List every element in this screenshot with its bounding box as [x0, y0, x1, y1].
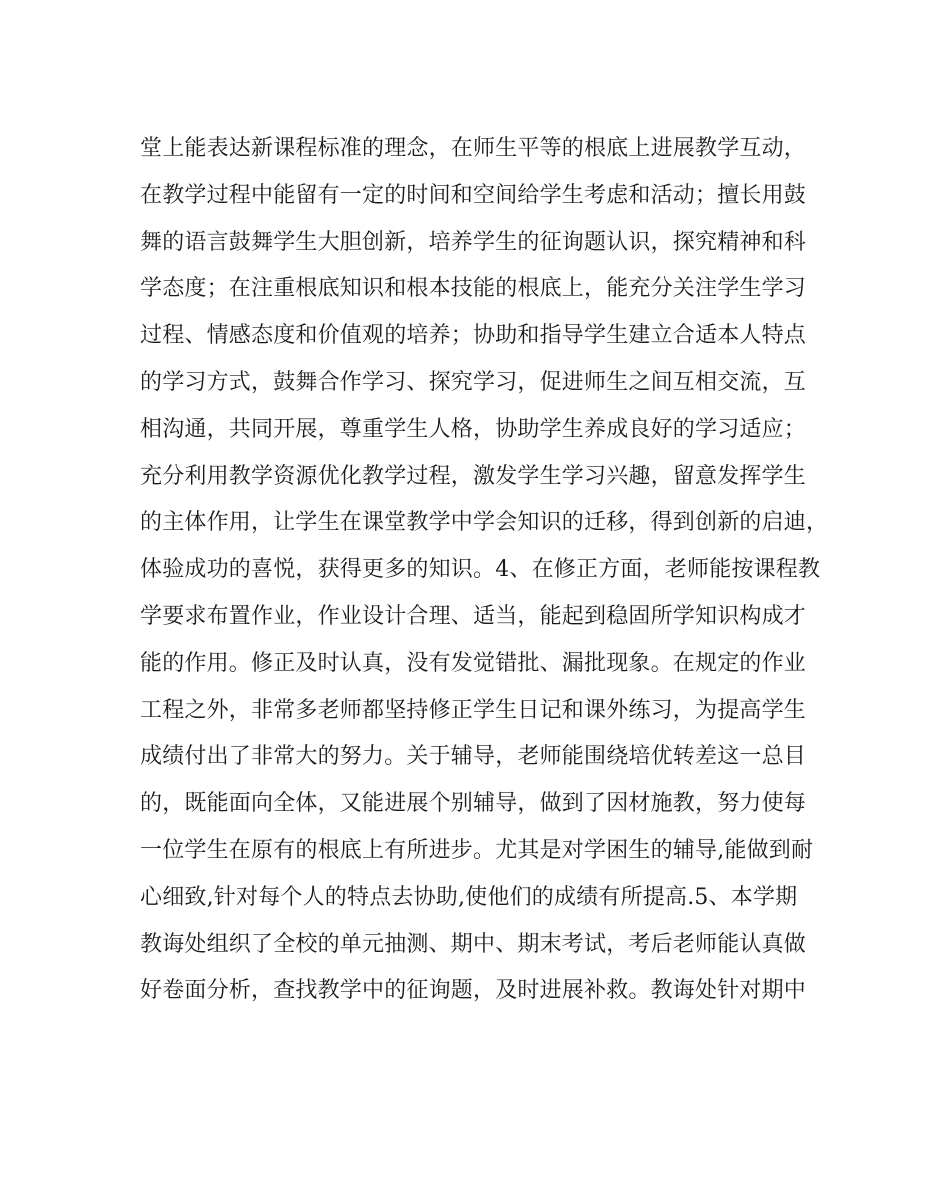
- text-line: 一位学生在原有的根底上有所进步。尤其是对学困生的辅导,能做到耐: [140, 837, 814, 863]
- text-line: 教诲处组织了全校的单元抽测、期中、期末考试，考后老师能认真做: [140, 931, 807, 957]
- text-line: 好卷面分析，查找教学中的征询题，及时进展补救。教诲处针对期中: [140, 978, 807, 1004]
- text-line: 的主体作用，让学生在课堂教学中学会知识的迁移，得到创新的启迪，: [140, 510, 829, 536]
- text-line: 在教学过程中能留有一定的时间和空间给学生考虑和活动；擅长用鼓: [140, 182, 807, 208]
- text-line: 的学习方式，鼓舞合作学习、探究学习，促进师生之间互相交流，互: [140, 369, 807, 395]
- text-line: 心细致,针对每个人的特点去协助,使他们的成绩有所提高.5、本学期: [140, 884, 798, 910]
- text-line: 过程、情感态度和价值观的培养；协助和指导学生建立合适本人特点: [140, 323, 807, 349]
- text-line: 成绩付出了非常大的努力。关于辅导，老师能围绕培优转差这一总目: [140, 744, 807, 770]
- text-line: 工程之外，非常多老师都坚持修正学生日记和课外练习，为提高学生: [140, 697, 807, 723]
- text-line: 体验成功的喜悦，获得更多的知识。4、在修正方面，老师能按课程教: [140, 557, 821, 583]
- text-line: 学要求布置作业，作业设计合理、适当，能起到稳固所学知识构成才: [140, 603, 807, 629]
- text-line: 相沟通，共同开展，尊重学生人格，协助学生养成良好的学习适应；: [140, 416, 807, 442]
- text-line: 能的作用。修正及时认真，没有发觉错批、漏批现象。在规定的作业: [140, 650, 807, 676]
- text-line: 舞的语言鼓舞学生大胆创新，培养学生的征询题认识，探究精神和科: [140, 229, 807, 255]
- body-paragraph: [140, 126, 829, 1015]
- text-line: 堂上能表达新课程标准的理念，在师生平等的根底上进展教学互动，: [140, 136, 807, 161]
- text-line: 的，既能面向全体，又能进展个别辅导，做到了因材施教，努力使每: [140, 791, 807, 817]
- text-line: 充分利用教学资源优化教学过程，激发学生学习兴趣，留意发挥学生: [140, 463, 807, 489]
- text-line: 学态度；在注重根底知识和根本技能的根底上，能充分关注学生学习: [140, 276, 807, 302]
